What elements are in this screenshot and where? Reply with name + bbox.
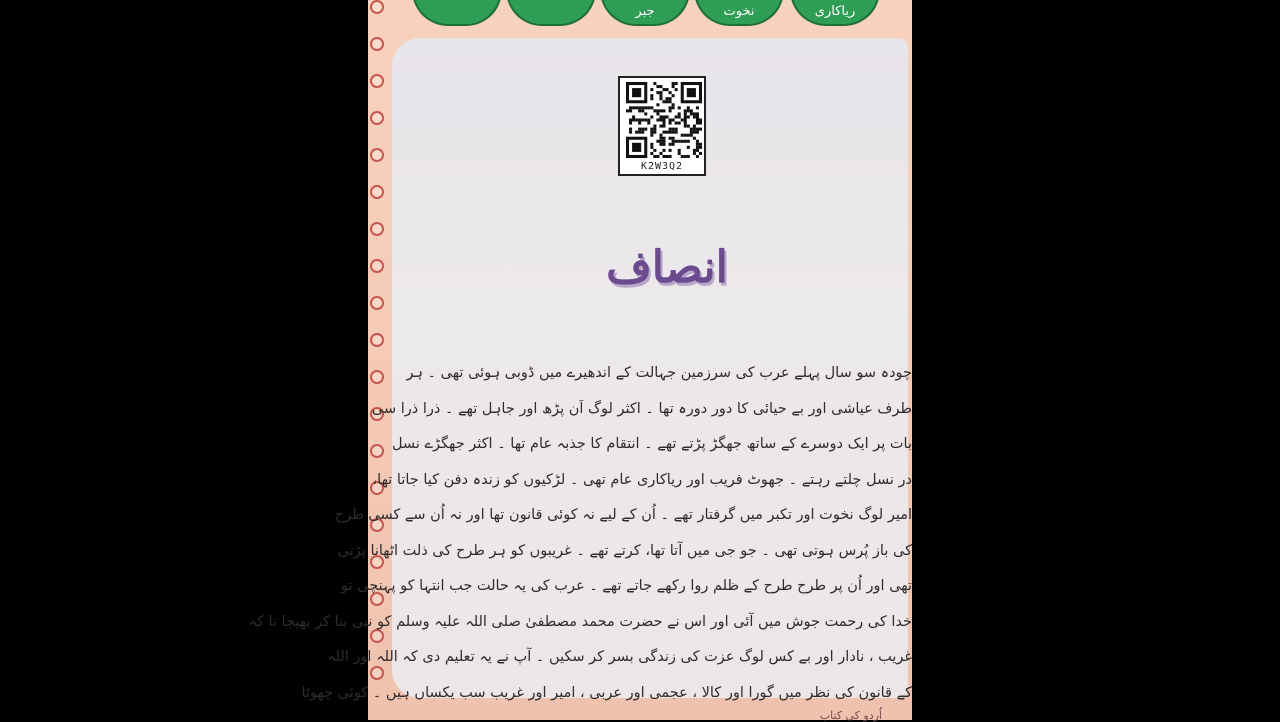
tab-riyakari[interactable]: ریاکاری <box>790 0 880 26</box>
tab-jabr[interactable]: جبر <box>600 0 690 26</box>
paragraph-line: امیر لوگ نخوت اور تکبر میں گرفتار تھے ۔ اُن کے لیے نہ کوئی قانون تھا اور نہ اُن سے کسی طرح <box>334 507 912 523</box>
paragraph-line: کی باز پُرس ہوتی تھی ۔ جو جی میں آتا تھا، کرتے تھے ۔ غریبوں کو ہر طرح کی ذلت اٹھانا پڑتی <box>337 542 912 559</box>
paragraph-line: تھی اور اُن پر طرح طرح کے ظلم روا رکھے جاتے تھے ۔ عرب کی یہ حالت جب انتہا کو پہنچی تو <box>341 578 912 594</box>
binding-ring <box>370 185 384 199</box>
paragraph-line: غریب ، نادار اور بے کس لوگ عزت کی زندگی بسر کر سکیں ۔ آپ نے یہ تعلیم دی کہ اللہ اور اللہ <box>327 649 912 665</box>
binding-ring <box>370 222 384 236</box>
tab-4[interactable] <box>506 0 596 26</box>
binding-ring <box>370 37 384 51</box>
book-page <box>248 0 912 722</box>
chapter-tabs <box>408 0 908 30</box>
paragraph-line: طرف عیاشی اور بے حیائی کا دور دورہ تھا ۔ اکثر لوگ اَن پڑھ اور جاہل تھے ۔ ذرا ذرا سی <box>371 400 912 417</box>
binding-ring <box>370 74 384 88</box>
page-footer: اُردو کی کتاب <box>819 709 882 722</box>
tab-nakhwat[interactable]: نخوت <box>694 0 784 26</box>
paragraph-line: چودہ سو سال پہلے عرب کی سرزمین جہالت کے اندھیرے میں ڈوبی ہوئی تھی ۔ ہر <box>406 365 912 381</box>
binding-ring <box>370 296 384 310</box>
binding-ring <box>370 259 384 273</box>
page-title: انصاف <box>606 242 728 293</box>
body-paragraph <box>248 356 912 711</box>
binding-ring <box>370 0 384 14</box>
binding-ring <box>370 148 384 162</box>
qr-code-icon <box>626 82 702 158</box>
paragraph-line: در نسل چلتے رہتے ۔ جھوٹ فریب اور ریاکاری عام تھی ۔ لڑکیوں کو زندہ دفن کیا جاتا تھا، <box>372 471 912 488</box>
tab-5[interactable] <box>412 0 502 26</box>
paragraph-line: کے قانون کی نظر میں گورا اور کالا ، عجمی اور عربی ، امیر اور غریب سب یکساں ہیں ۔ کوئی چھوٹا <box>301 684 912 701</box>
binding-ring <box>370 333 384 347</box>
paragraph-line: خدا کی رحمت جوش میں آئی اور اس نے حضرت محمد مصطفیٰ صلی اللہ علیہ وسلم کو نبی بنا کر بھیجا تا کہ <box>248 613 912 630</box>
content-panel <box>248 38 912 701</box>
paragraph-line: بات پر ایک دوسرے کے ساتھ جھگڑ پڑتے تھے ۔ انتقام کا جذبہ عام تھا ۔ اکثر جھگڑے نسل <box>391 436 912 452</box>
binding-ring <box>370 444 384 458</box>
qr-code-label: K2W3Q2 <box>640 161 684 172</box>
binding-ring <box>370 111 384 125</box>
binding-ring <box>370 370 384 384</box>
qr-code[interactable] <box>618 76 706 176</box>
